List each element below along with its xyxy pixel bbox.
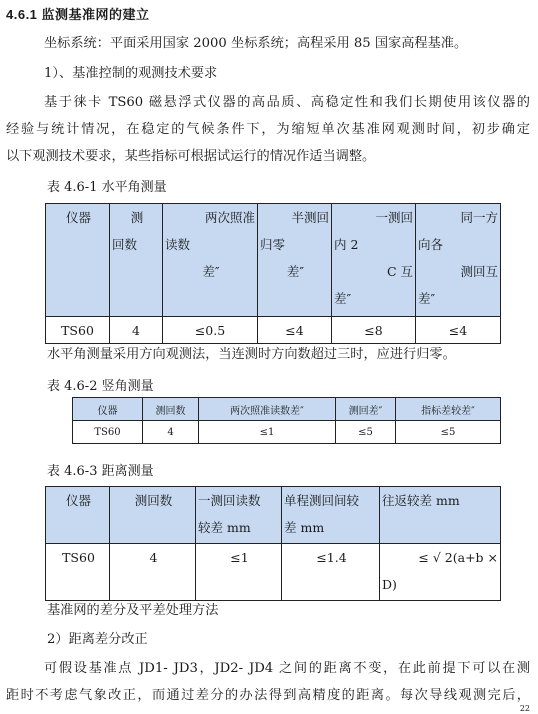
table3-header-instrument: 仪器: [46, 487, 110, 544]
page-number: 22: [519, 704, 530, 713]
table1-header-half-round-closure: 半测回 归零 差″: [258, 204, 332, 317]
table1-header-instrument: 仪器: [46, 204, 110, 317]
table2-cell-rounds: 4: [143, 421, 199, 444]
table1-cell-instrument: TS60: [46, 317, 110, 344]
table3-caption: 表 4.6-3 距离测量: [47, 464, 154, 479]
paragraph-network-method: 基准网的差分及平差处理方法: [47, 603, 219, 618]
table2-header-round-difference: 测回差″: [336, 398, 396, 421]
table1-header-direction-difference: 同一方 向各 测回互 差″: [416, 204, 501, 317]
table3-cell-round-trip-difference: ≤ √ 2(a+b × D): [380, 544, 501, 601]
table3-cell-single-trip-difference: ≤1.4: [282, 544, 380, 601]
table-row: [46, 317, 501, 344]
horizontal-angle-table: [45, 203, 501, 344]
vertical-angle-table: [72, 397, 501, 444]
table1-header-2c-difference: 一测回 内 2 C 互 差″: [332, 204, 416, 317]
paragraph-basis-line-1: 基于徕卡 TS60 磁悬浮式仪器的高品质、高稳定性和我们长期使用该仪器的: [44, 95, 530, 110]
table-row: [46, 544, 501, 601]
table1-caption: 表 4.6-1 水平角测量: [47, 180, 167, 195]
table2-header-row: [73, 398, 501, 421]
paragraph-distance-correction: 2）距离差分改正: [47, 632, 148, 647]
table1-header-rounds: 测 回数: [110, 204, 163, 317]
paragraph-requirements-heading: 1）、基准控制的观测技术要求: [44, 66, 218, 81]
paragraph-basis-line-2: 经验与统计情况，在稳定的气候条件下，为缩短单次基准网观测时间，初步确定: [6, 122, 530, 137]
distance-table: [45, 486, 501, 601]
table2-header-double-sighting: 两次照准读数差″: [199, 398, 336, 421]
table1-header-double-sighting: 两次照准 读数 差″: [163, 204, 258, 317]
paragraph-assumption-line-1: 可假设基准点 JD1- JD3，JD2- JD4 之间的距离不变，在此前提下可以在测: [44, 661, 530, 676]
table2-cell-instrument: TS60: [73, 421, 143, 444]
table-row: [73, 421, 501, 444]
table3-header-rounds: 测回数: [110, 487, 196, 544]
table2-caption: 表 4.6-2 竖角测量: [47, 379, 154, 394]
table2-cell-index-difference: ≤5: [396, 421, 501, 444]
table3-cell-reading-difference: ≤1: [196, 544, 282, 601]
paragraph-coordinate-system: 坐标系统：平面采用国家 2000 坐标系统；高程采用 85 国家高程基准。: [44, 36, 468, 51]
table2-cell-double-sighting: ≤1: [199, 421, 336, 444]
table2-header-instrument: 仪器: [73, 398, 143, 421]
table2-header-index-difference: 指标差较差″: [396, 398, 501, 421]
table3-header-reading-difference: 一测回读数 较差 mm: [196, 487, 282, 544]
table3-cell-instrument: TS60: [46, 544, 110, 601]
paragraph-direction-method: 水平角测量采用方向观测法，当连测时方向数超过三时，应进行归零。: [47, 347, 456, 362]
paragraph-assumption-line-2: 距时不考虑气象改正，而通过差分的办法得到高精度的距离。每次导线观测完后，: [6, 688, 530, 703]
table3-header-round-trip-difference: 往返较差 mm: [380, 487, 501, 544]
table1-header-row: [46, 204, 501, 317]
table3-cell-rounds: 4: [110, 544, 196, 601]
table3-header-single-trip-difference: 单程测回间较 差 mm: [282, 487, 380, 544]
section-heading: 4.6.1 监测基准网的建立: [6, 7, 150, 22]
table3-header-row: [46, 487, 501, 544]
table2-header-rounds: 测回数: [143, 398, 199, 421]
table1-cell-direction-difference: ≤4: [416, 317, 501, 344]
table1-cell-rounds: 4: [110, 317, 163, 344]
table1-cell-half-round-closure: ≤4: [258, 317, 332, 344]
table1-cell-2c-difference: ≤8: [332, 317, 416, 344]
table1-cell-double-sighting: ≤0.5: [163, 317, 258, 344]
paragraph-basis-line-3: 以下观测技术要求，某些指标可根据试运行的情况作适当调整。: [6, 149, 376, 164]
table2-cell-round-difference: ≤5: [336, 421, 396, 444]
